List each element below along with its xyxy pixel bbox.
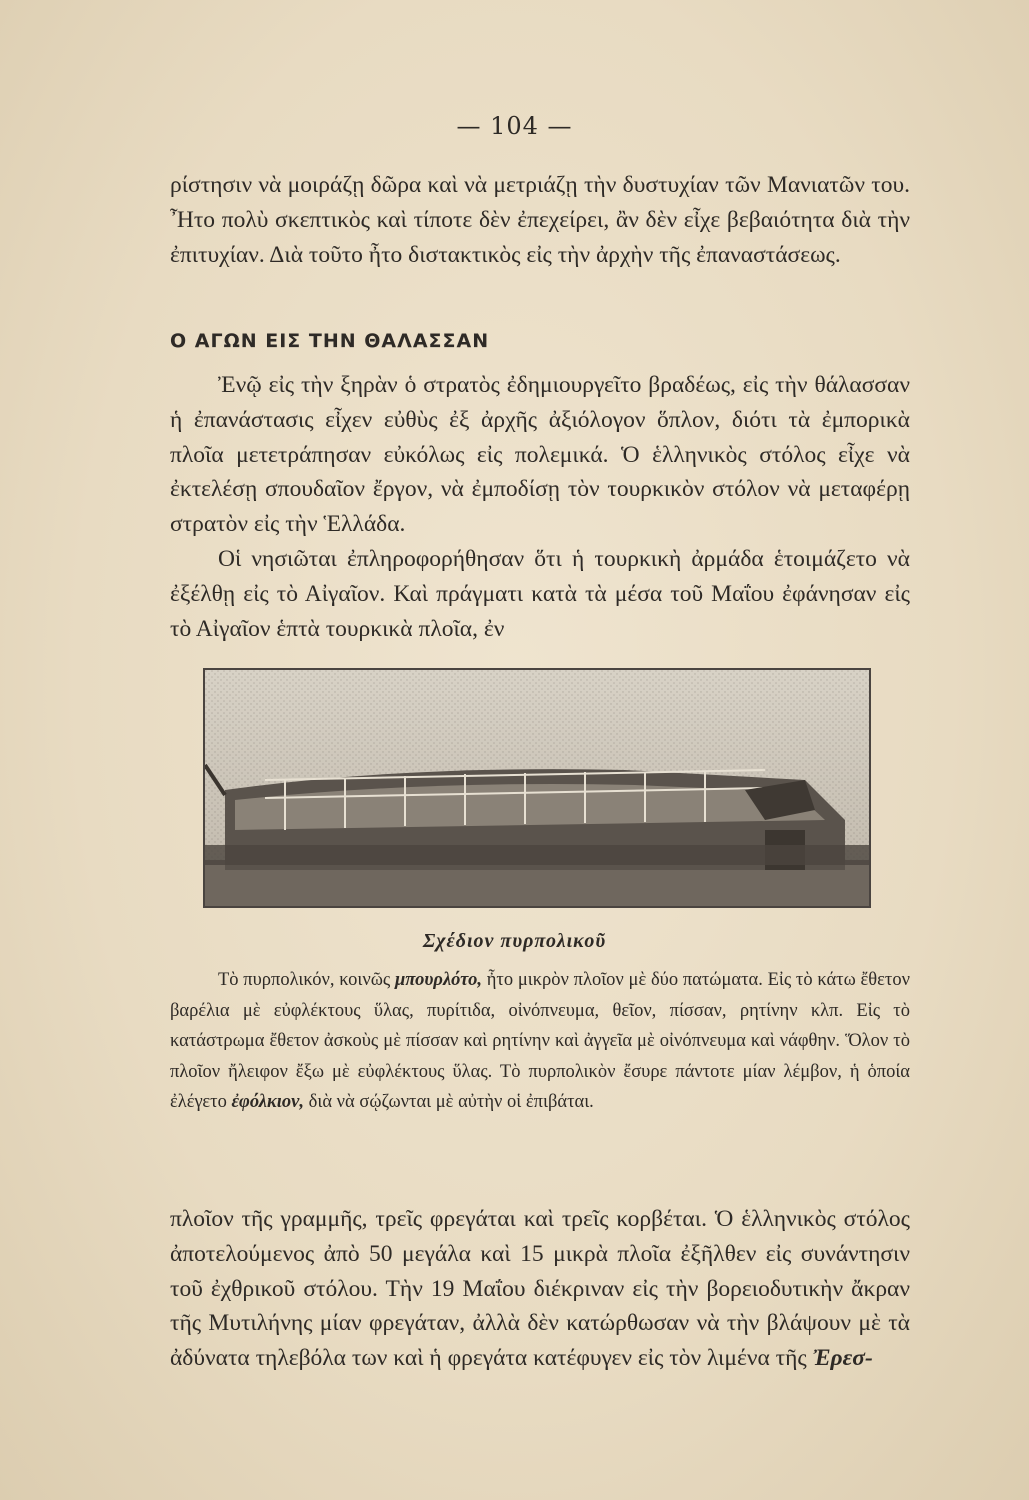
section-heading: Ο ΑΓΩΝ ΕΙΣ ΤΗΝ ΘΑΛΑΣΣΑΝ: [170, 330, 490, 352]
continuation-text: πλοῖον τῆς γραμμῆς, τρεῖς φρεγάται καὶ τρεῖς κορβέται. Ὁ ἑλληνικὸς στόλος ἀποτελούμενος ἀπὸ 50 μεγάλα καὶ 15 μικρὰ πλοῖα ἐξῆλθεν εἰς συνάντησιν τοῦ ἐχθρικοῦ στόλου. Τὴν 19 Μαΐου διέκριναν εἰς τὴν βορειοδυτικὴν ἄκραν τῆς Μυτιλήνης μίαν φρεγάταν, ἀλλὰ δὲν κατώρθωσαν νὰ τὴν βλάψουν μὲ τὰ ἀδύνατα τηλεβόλα των καὶ ἡ φρεγάτα κατέφυγεν εἰς τὸν λιμένα τῆς: [170, 1206, 910, 1372]
fireship-illustration: [203, 668, 871, 908]
caption-text-3: διὰ νὰ σῴζωνται μὲ αὐτὴν οἱ ἐπιβάται.: [304, 1092, 594, 1112]
intro-text: ρίστησιν νὰ μοιράζῃ δῶρα καὶ νὰ μετριάζῃ τὴν δυστυχίαν τῶν Μανιατῶν του. Ἦτο πολὺ σκεπτικὸς καὶ τίποτε δὲν ἐπεχείρει, ἂν δὲν εἶχε βεβαιότητα διὰ τὴν ἐπιτυχίαν. Διὰ τοῦτο ἦτο διστακτικὸς εἰς τὴν ἀρχὴν τῆς ἐπαναστάσεως.: [170, 172, 910, 268]
caption-term-burloto: μπουρλότο,: [394, 970, 482, 990]
section-body: [170, 368, 910, 646]
continuation-term: Ἐρεσ-: [812, 1345, 873, 1372]
section-paragraph-1: Ἐνῷ εἰς τὴν ξηρὰν ὁ στρατὸς ἐδημιουργεῖτο βραδέως, εἰς τὴν θάλασσαν ἡ ἐπανάστασις εἶχεν εὐθὺς ἐξ ἀρχῆς ἀξιόλογον ὅπλον, διότι τὰ ἐμπορικὰ πλοῖα μετετράπησαν εὐκόλως εἰς πολεμικά. Ὁ ἑλληνικὸς στόλος εἶχε νὰ ἐκτελέσῃ σπουδαῖον ἔργον, νὰ ἐμποδίσῃ τὸν τουρκικὸν στόλον νὰ μεταφέρῃ στρατὸν εἰς τὴν Ἑλλάδα.: [170, 372, 910, 538]
intro-paragraph: [170, 168, 910, 272]
page-number: — 104 —: [456, 112, 573, 140]
continuation-paragraph: [170, 1202, 910, 1376]
figure-caption: [170, 965, 910, 1118]
caption-text-2: ἦτο μικρὸν πλοῖον μὲ δύο πατώματα. Εἰς τὸ κάτω ἔθετον βαρέλια μὲ εὐφλέκτους ὕλας, πυρίτιδα, οἰνόπνευμα, θεῖον, πίσσαν, ρητίνην κλπ. Εἰς τὸ κατάστρωμα ἔθετον ἀσκοὺς μὲ πίσσαν καὶ ρητίνην καὶ ἀγγεῖα μὲ οἰνόπνευμα καὶ νάφθην. Ὅλον τὸ πλοῖον ἤλειφον ἔξω μὲ εὐφλέκτους ὕλας. Τὸ πυρπολικὸν ἔσυρε πάντοτε μίαν λέμβον, ἡ ὁποία ἐλέγετο: [170, 970, 910, 1112]
caption-text-1: Τὸ πυρπολικόν, κοινῶς: [218, 970, 395, 990]
section-paragraph-2: Οἱ νησιῶται ἐπληροφορήθησαν ὅτι ἡ τουρκικὴ ἀρμάδα ἑτοιμάζετο νὰ ἐξέλθῃ εἰς τὸ Αἰγαῖον. Καὶ πράγματι κατὰ τὰ μέσα τοῦ Μαΐου ἐφάνησαν εἰς τὸ Αἰγαῖον ἑπτὰ τουρκικὰ πλοῖα, ἐν: [170, 545, 910, 642]
figure-caption-title: Σχέδιον πυρπολικοῦ: [422, 930, 607, 952]
caption-term-efolkion: ἐφόλκιον,: [231, 1092, 305, 1112]
